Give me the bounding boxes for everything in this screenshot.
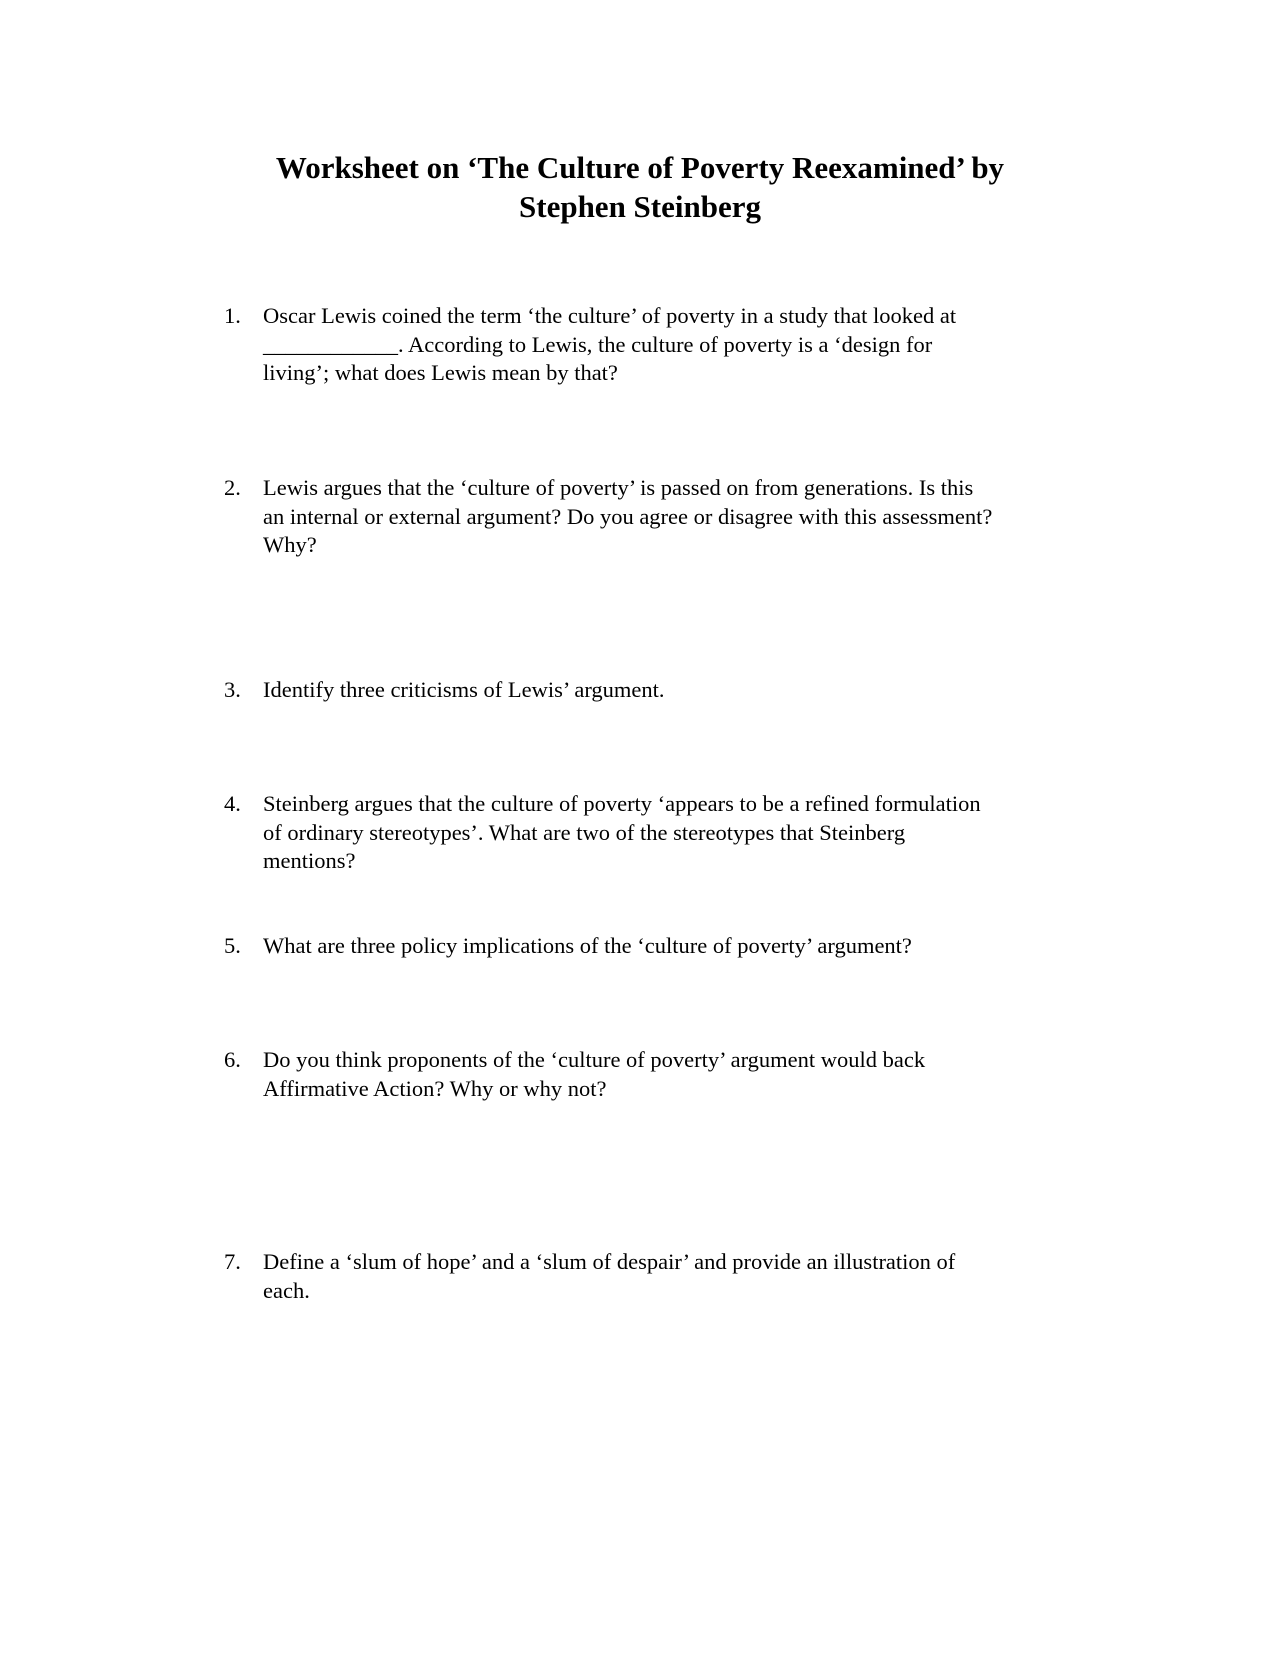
question-line: mentions? — [263, 848, 356, 873]
question-line: Lewis argues that the ‘culture of poverty’ is passed on from generations. Is this — [263, 475, 974, 500]
question-line: Do you think proponents of the ‘culture of poverty’ argument would back — [263, 1047, 926, 1072]
question-line: Why? — [263, 532, 317, 557]
question-line: ____________. According to Lewis, the culture of poverty is a ‘design for — [263, 331, 933, 357]
question-line: Identify three criticisms of Lewis’ argument. — [263, 677, 665, 702]
question-text — [263, 790, 1103, 876]
title-line: Stephen Steinberg — [519, 189, 761, 224]
question-text — [263, 1046, 1103, 1103]
question-text — [263, 676, 1103, 705]
question-number: 7. — [224, 1249, 241, 1274]
question-line: Steinberg argues that the culture of poverty ‘appears to be a refined formulation — [263, 791, 981, 816]
question-text — [263, 474, 1103, 560]
question-line: Define a ‘slum of hope’ and a ‘slum of despair’ and provide an illustration of — [263, 1249, 956, 1274]
question-number: 5. — [224, 933, 241, 958]
question-number: 3. — [224, 677, 241, 702]
question-text — [263, 932, 1103, 961]
question-text — [263, 302, 1103, 388]
question-number: 1. — [224, 303, 241, 328]
question-line: each. — [263, 1277, 310, 1303]
question-text — [263, 1248, 1103, 1305]
question-line: What are three policy implications of the ‘culture of poverty’ argument? — [263, 933, 912, 958]
question-line: living’; what does Lewis mean by that? — [263, 360, 618, 385]
question-number: 2. — [224, 475, 241, 500]
question-number: 4. — [224, 791, 241, 816]
question-line: of ordinary stereotypes’. What are two of the stereotypes that Steinberg — [263, 819, 906, 845]
worksheet-title — [200, 148, 1080, 226]
question-line: Oscar Lewis coined the term ‘the culture’ of poverty in a study that looked at — [263, 303, 957, 328]
title-line: Worksheet on ‘The Culture of Poverty Reexamined’ by — [275, 150, 1005, 185]
question-line: Affirmative Action? Why or why not? — [263, 1075, 607, 1101]
question-number: 6. — [224, 1047, 241, 1072]
question-line: an internal or external argument? Do you agree or disagree with this assessment? — [263, 503, 993, 529]
